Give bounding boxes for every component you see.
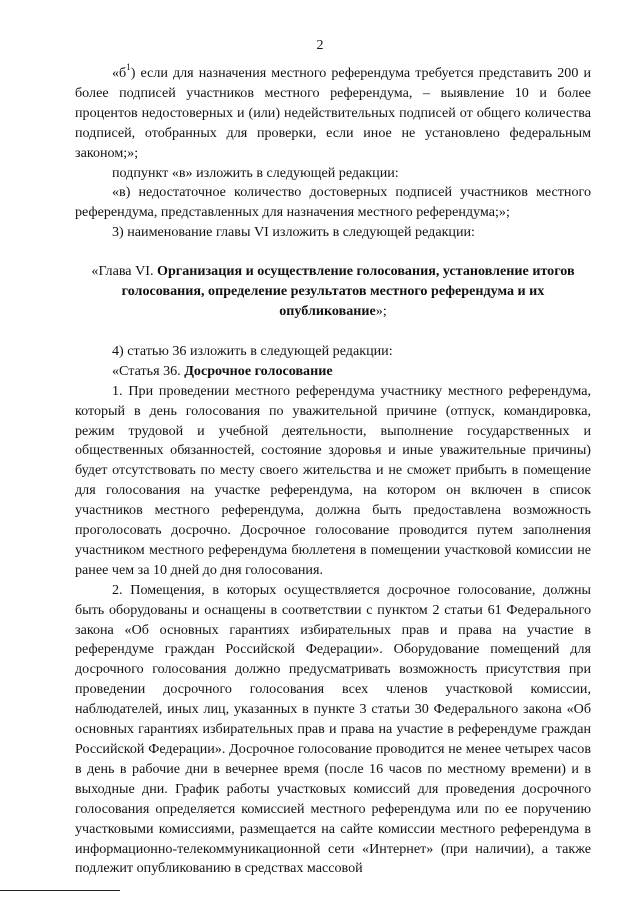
paragraph-subitem-b1 bbox=[75, 64, 591, 164]
paragraph-subitem-v: «в) недостаточное количество достоверных подписей участников местного референдума, представленных для назначения местного референдума;»; bbox=[75, 184, 591, 221]
article-36-part-1: 1. При проведении местного референдума участнику местного референдума, который в день голосования по уважительной причине (отпуск, командировка, режим трудовой и учебной деятельности, выполнение государственных и общественных обязанностей, состояние здоровья и иные уважительные причины) будет отсутствовать по месту своего жительства и не сможет прибыть в помещение для голосования на участке референдума, на котором он включен в список участников местного референдума, должна быть предоставлена возможность проголосовать досрочно. Досрочное голосование проводится путем заполнения участником местного референдума бюллетеня в помещении участковой комиссии не ранее чем за 10 дней до дня голосования. bbox=[75, 382, 591, 578]
article-36-part-2: 2. Помещения, в которых осуществляется досрочное голосование, должны быть оборудованы и оснащены в соответствии с пунктом 2 статьи 61 Федерального закона «Об основных гарантиях избирательных прав и права на участие в референдуме граждан Российской Федерации». Оборудование помещений для досрочного голосования должно предусматривать возможность присутствия при проведении досрочного голосования всех членов участковой комиссии, наблюдателей, иных лиц, указанных в пункте 3 статьи 30 Федерального закона «Об основных гарантиях избирательных прав и права на участие в референдуме граждан Российской Федерации». Досрочное голосование проводится не менее четырех часов в день в рабочие дни в вечернее время (после 16 часов по местному времени) и в выходные дни. График работы участковых комиссий для проведения досрочного голосования определяется комиссией местного референдума или по ее поручению участковыми комиссиями, размещается на сайте комиссии местного референдума в информационно-телекоммуникационной сети «Интернет» (при наличии), а также подлежит опубликованию в средствах массовой bbox=[75, 581, 591, 877]
chapter-number: «Глава VI. bbox=[91, 263, 157, 280]
chapter-title: Организация и осуществление голосования, установление итогов голосования, определение результатов местного референдума и их опубликование bbox=[121, 263, 575, 319]
paragraph-item-4: 4) статью 36 изложить в следующей редакции: bbox=[112, 342, 393, 359]
paragraph-subitem-v-intro: подпункт «в» изложить в следующей редакции: bbox=[112, 164, 399, 181]
subitem-b1-text: ) если для назначения местного референдума требуется представить 200 и более подписей участников местного референдума, – выявление 10 и более процентов недостоверных и (или) недействительных подписей от общего количества подписей, отобранных для проверки, если иное не установлено федеральным законом;»; bbox=[75, 65, 591, 161]
superscript-index: 1 bbox=[126, 62, 131, 73]
paragraph-item-3: 3) наименование главы VI изложить в следующей редакции: bbox=[112, 224, 475, 241]
page-number: 2 bbox=[316, 38, 324, 53]
document-body bbox=[75, 64, 591, 879]
article-number: «Статья 36. bbox=[112, 362, 185, 379]
chapter-closing: »; bbox=[375, 302, 387, 319]
subitem-b1-open: «б bbox=[112, 65, 127, 81]
article-title: Досрочное голосование bbox=[184, 362, 333, 379]
chapter-heading bbox=[75, 262, 591, 322]
article-heading bbox=[75, 362, 591, 382]
footnote-divider bbox=[0, 890, 120, 891]
